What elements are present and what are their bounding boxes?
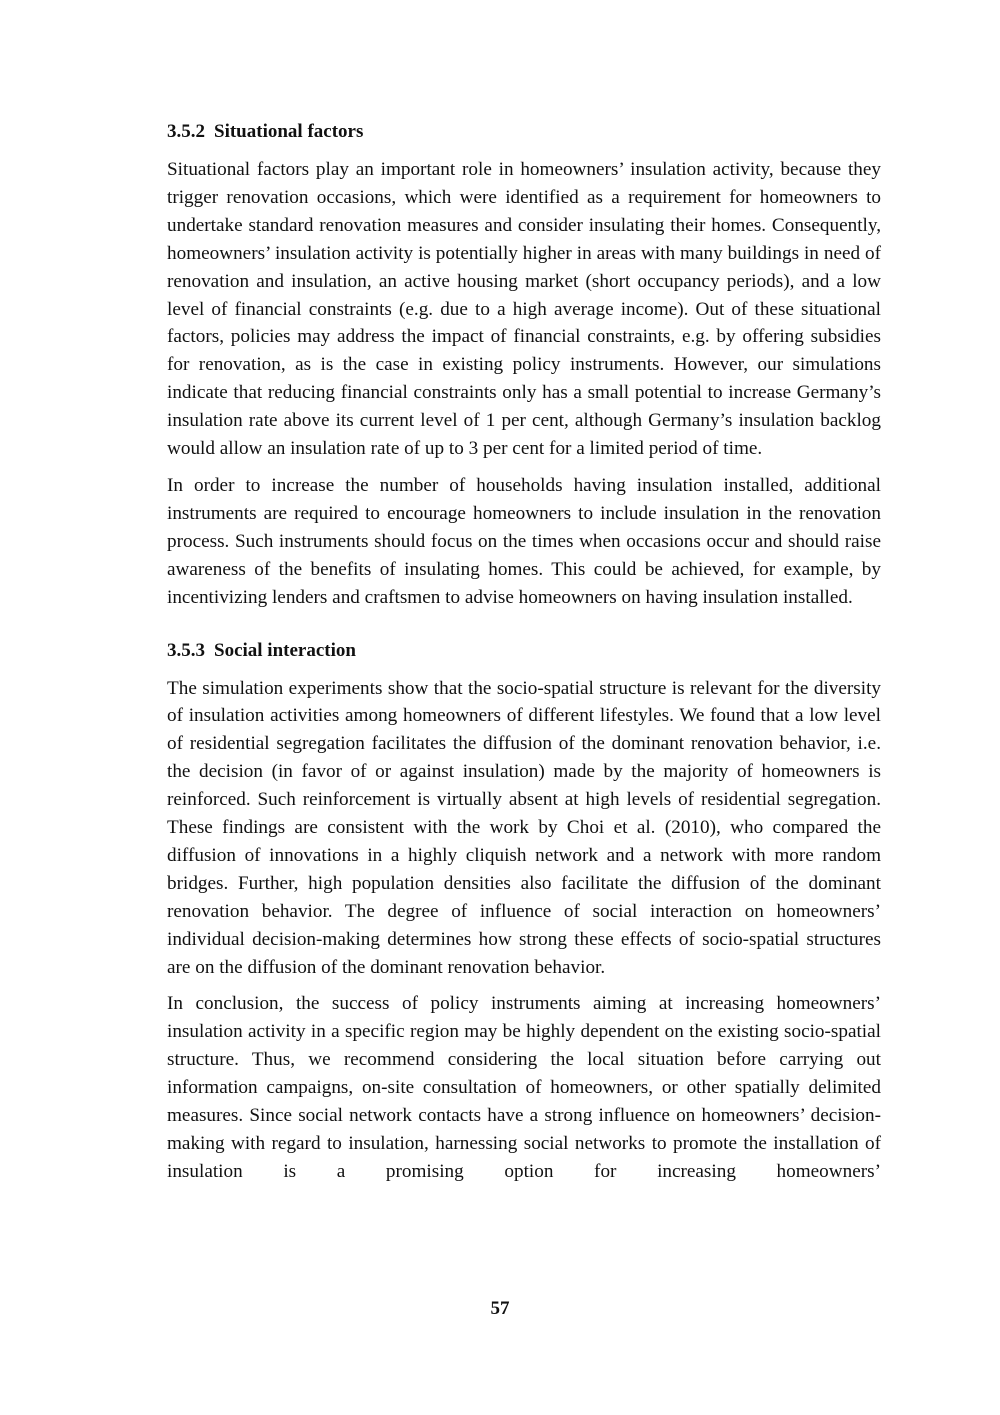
paragraph: In conclusion, the success of policy instruments aiming at increasing homeowners’ insulation activity in a specific region may be highly dependent on the existing socio-spatial structure. Thus, we recommend considering the local situation before carrying out information campaigns, on-site consultation of homeowners, or other spatially delimited measures. Since social network contacts have a strong influence on homeowners’ decision-making with regard to insulation, harnessing social networks to promote the installation of insulation is a promising option for increasing homeowners’ [167, 993, 881, 1182]
section-gap [167, 621, 881, 637]
section-heading-3-5-2 [167, 118, 881, 146]
section-number: 3.5.2 [167, 121, 205, 142]
page-number: 57 [490, 1298, 510, 1319]
section-title: Social interaction [214, 639, 356, 661]
section-heading-3-5-3 [167, 637, 881, 665]
paragraph: Situational factors play an important role in homeowners’ insulation activity, because they trigger renovation occasions, which were identified as a requirement for homeowners to undertake standard renovation measures and consider insulating their homes. Consequently, homeowners’ insulation activity is potentially higher in areas with many buildings in need of renovation and insulation, an active housing market (short occupancy periods), and a low level of financial constraints (e.g. due to a high average income). Out of these situational factors, policies may address the impact of financial constraints, e.g. by offering subsidies for renovation, as is the case in existing policy instruments. However, our simulations indicate that reducing financial constraints only has a small potential to increase Germany’s insulation rate above its current level of 1 per cent, although Germany’s insulation backlog would allow an insulation rate of up to 3 per cent for a limited period of time. [167, 159, 881, 460]
paragraph: In order to increase the number of households having insulation installed, additional instruments are required to encourage homeowners to include insulation in the renovation process. Such instruments should focus on the times when occasions occur and should raise awareness of the benefits of insulating homes. This could be achieved, for example, by incentivizing lenders and craftsmen to advise homeowners on having insulation installed. [167, 474, 881, 608]
paragraph: The simulation experiments show that the socio-spatial structure is relevant for the diversity of insulation activities among homeowners of different lifestyles. We found that a low level of residential segregation facilitates the diffusion of the dominant renovation behavior, i.e. the decision (in favor of or against insulation) made by the majority of homeowners is reinforced. Such reinforcement is virtually absent at high levels of residential segregation. These findings are consistent with the work by Choi et al. (2010), who compared the diffusion of innovations in a highly cliquish network and a network with more random bridges. Further, high population densities also facilitate the diffusion of the dominant renovation behavior. The degree of influence of social interaction on homeowners’ individual decision-making determines how strong these effects of socio-spatial structures are on the diffusion of the dominant renovation behavior. [167, 677, 881, 978]
page-body [167, 118, 881, 1195]
section-number: 3.5.3 [167, 639, 205, 661]
section-title: Situational factors [214, 121, 364, 142]
